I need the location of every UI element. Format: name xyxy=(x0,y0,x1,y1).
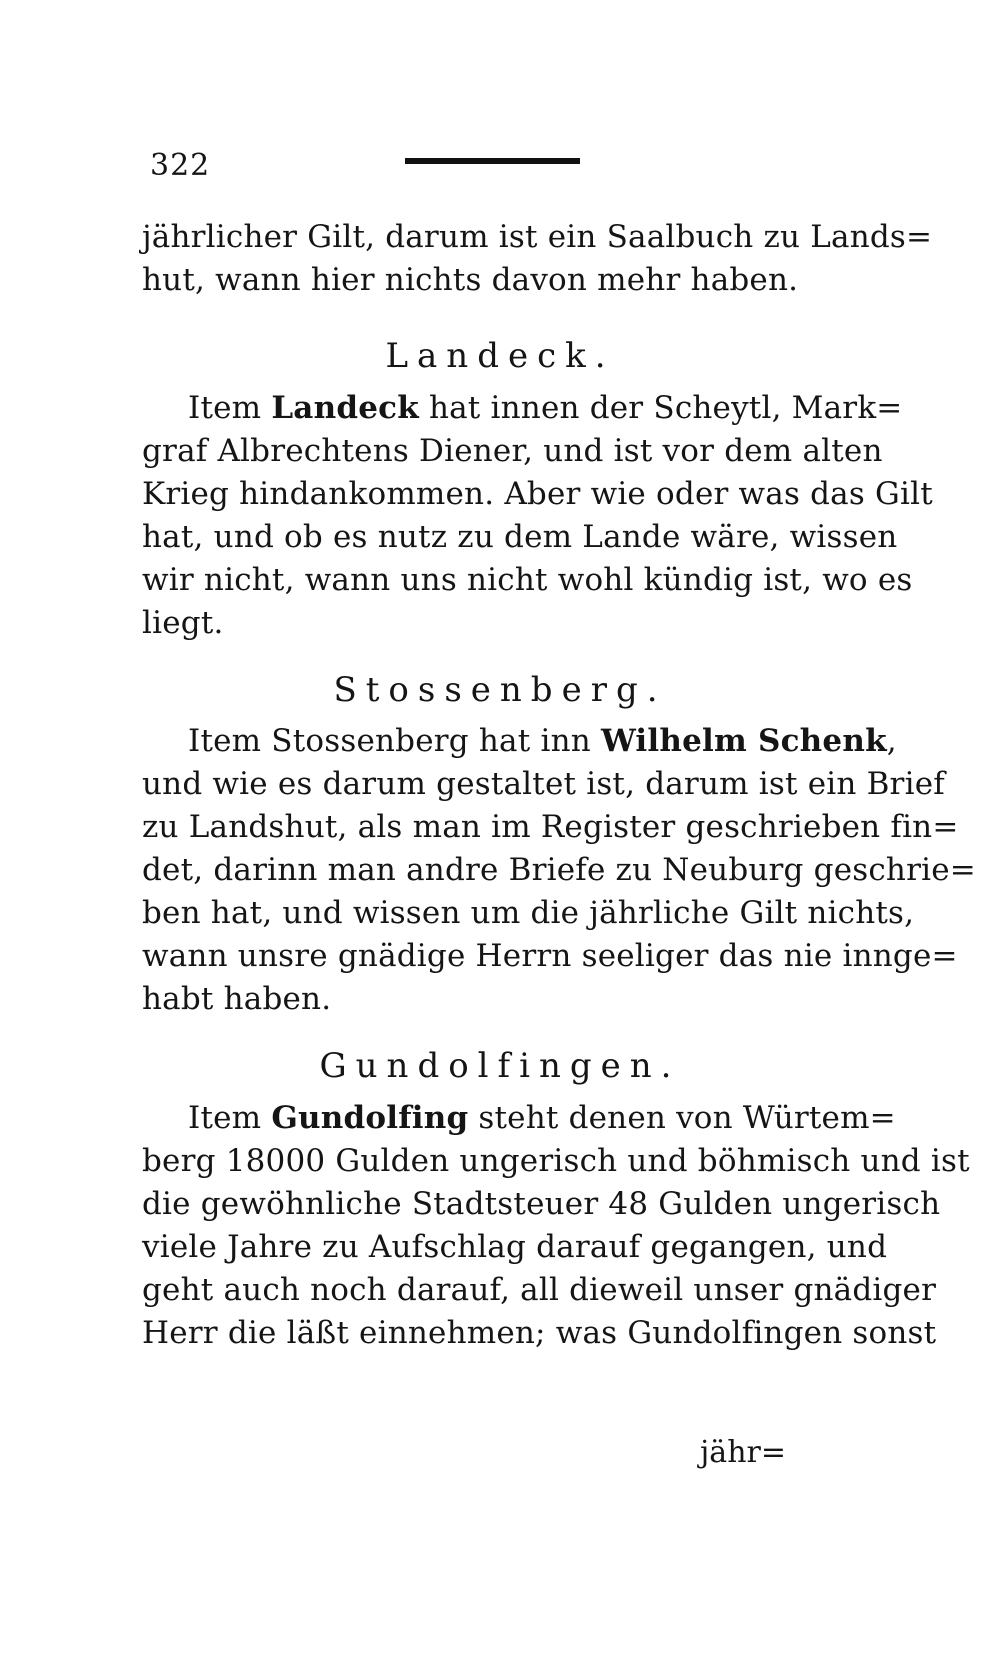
text-line: liegt. xyxy=(142,605,224,641)
text-line: wir nicht, wann uns nicht wohl kündig ist, wo es xyxy=(142,562,913,598)
section-heading-landeck: Landeck. xyxy=(385,336,615,376)
text-line xyxy=(188,723,897,759)
page-number: 322 xyxy=(150,148,211,183)
text-line: Herr die läßt einnehmen; was Gundolfingen sonst xyxy=(142,1315,937,1351)
text-line: viele Jahre zu Aufschlag darauf gegangen, und xyxy=(142,1229,888,1265)
text-line xyxy=(188,390,903,426)
text-fragment: steht denen von Würtem= xyxy=(468,1100,896,1136)
text-fragment: Item xyxy=(188,390,272,426)
text-fragment: , xyxy=(886,723,897,759)
text-line xyxy=(188,1100,896,1136)
text-line: die gewöhnliche Stadtsteuer 48 Gulden ungerisch xyxy=(142,1186,941,1222)
text-line: det, darinn man andre Briefe zu Neuburg geschrie= xyxy=(142,852,976,888)
text-line: graf Albrechtens Diener, und ist vor dem alten xyxy=(142,433,883,469)
text-line: hat, und ob es nutz zu dem Lande wäre, wissen xyxy=(142,519,898,555)
text-line: Krieg hindankommen. Aber wie oder was das Gilt xyxy=(142,476,933,512)
section-heading-gundolfingen: Gundolfingen. xyxy=(319,1046,681,1086)
text-fragment: Item Stossenberg hat inn xyxy=(188,723,601,759)
text-line: habt haben. xyxy=(142,981,332,1017)
text-line: wann unsre gnädige Herrn seeliger das nie innge= xyxy=(142,938,958,974)
text-fragment: Item xyxy=(188,1100,272,1136)
text-line: jährlicher Gilt, darum ist ein Saalbuch zu Lands= xyxy=(142,219,933,255)
section-heading-stossenberg: Stossenberg. xyxy=(333,670,667,710)
text-line: geht auch noch darauf, all dieweil unser gnädiger xyxy=(142,1272,937,1308)
text-fragment: hat innen der Scheytl, Mark= xyxy=(418,390,903,426)
place-name: Landeck xyxy=(271,390,419,426)
header-rule xyxy=(405,158,580,164)
text-line: zu Landshut, als man im Register geschrieben fin= xyxy=(142,809,959,845)
text-line: und wie es darum gestaltet ist, darum ist ein Brief xyxy=(142,766,945,802)
text-line: hut, wann hier nichts davon mehr haben. xyxy=(142,262,799,298)
text-line: ben hat, und wissen um die jährliche Gilt nichts, xyxy=(142,895,915,931)
place-name: Gundolfing xyxy=(271,1100,469,1136)
person-name: Wilhelm Schenk xyxy=(600,723,887,759)
catchword: jähr= xyxy=(700,1435,786,1470)
text-line: berg 18000 Gulden ungerisch und böhmisch und ist xyxy=(142,1143,970,1179)
